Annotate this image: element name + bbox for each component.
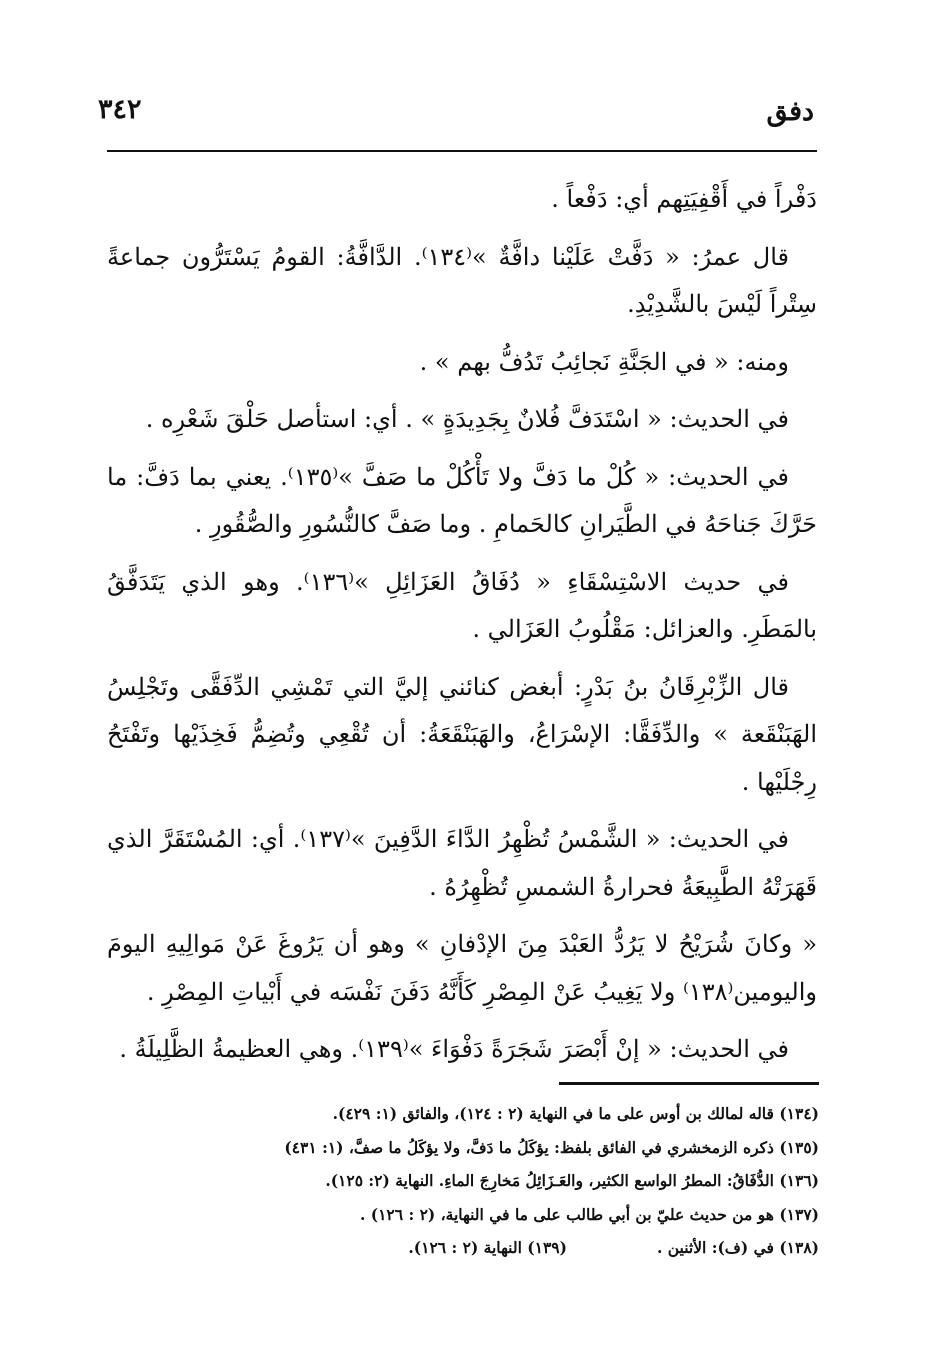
paragraph: قال عمرُ: « دَفَّتْ عَلَيْنا دافَّةٌ »⁽١٣٤⁾. الدَّافَّةُ: القومُ يَسْتَرُّون جماعةً سِتْراً لَيْسَ بالشَّدِيْدِ. xyxy=(107,242,817,318)
paragraph: في حديث الاسْتِسْقَاءِ « دُفَاقُ العَزَائِلِ »⁽١٣٦⁾. وهو الذي يَتَدَفَّقُ بالمَطَرِ. والعزائل: مَقْلُوبُ العَزَالي . xyxy=(107,567,817,643)
paragraph: في الحديث: « اسْتَدَفَّ فُلانٌ بِجَدِيدَةٍ » . أي: استأصل حَلْقَ شَعْرِه . xyxy=(145,405,789,433)
paragraph: في الحديث: « إنْ أَبْصَرَ شَجَرَةً دَفْوَاءَ »⁽١٣٩⁾. وهي العظيمةُ الظَّلِيلَةُ . xyxy=(119,1035,789,1063)
paragraph: دَفْراً في أَقْفِيَتِهم أي: دَفْعاً . xyxy=(551,185,817,213)
footnote: (١٣٤) قاله لمالك بن أوس على ما في النهاية (٢ : ١٢٤)، والفائق (١: ٤٢٩). xyxy=(332,1104,819,1123)
page-number: ٣٤٢ xyxy=(98,94,142,125)
paragraph: في الحديث: « الشَّمْسُ تُظْهِرُ الدَّاءَ الدَّفِينَ »⁽١٣٧⁾. أي: المُسْتَقَرَّ الذي قَهَرَتْهُ الطَّبِيعَةُ فحرارةُ الشمسِ تُظْهِرُهُ . xyxy=(107,825,817,901)
footnotes xyxy=(107,1097,819,1265)
running-header-word: دفق xyxy=(766,96,814,127)
paragraph: « وكانَ شُرَيْحُ لا يَرُدُّ العَبْدَ مِنَ الإدْفانِ » وهو أن يَرُوغَ عَنْ مَوالِيهِ اليومَ واليومين⁽١٣٨⁾ ولا يَغِيبُ عَنْ المِصْرِ كَأَنَّهُ دَفَنَ نَفْسَه في أَبْياتِ المِصْرِ . xyxy=(107,930,817,1006)
footnote: (١٣٦) الدُّفَاقُ: المطرُ الواسع الكثير، والعَـزَائِلُ مَخارِجَ الماءِ. النهاية (٢: ١٢٥). xyxy=(325,1171,819,1190)
footnote: (١٣٨) في (ف): الأثنين . xyxy=(656,1238,819,1257)
paragraph: في الحديث: « كُلْ ما دَفَّ ولا تَأْكُلْ ما صَفَّ »⁽١٣٥⁾. يعني بما دَفَّ: ما حَرَّكَ جَناحَهُ في الطَّيَرانِ كالحَمامِ . وما صَفَّ كالنُّسُورِ والصُّقُورِ . xyxy=(107,462,817,538)
footnote: (١٣٥) ذكره الزمخشري في الفائق بلفظ: يؤكَلُ ما دَفَّ، ولا يؤكَلُ ما صفَّ، (١: ٤٣١) xyxy=(284,1137,819,1157)
main-text xyxy=(107,176,817,1084)
header-rule xyxy=(107,150,817,152)
paragraph: قال الزِّبْرِقَانُ بنُ بَدْرٍ: أبغض كنائني إليَّ التي تَمْشِي الدِّفَقَّى وتَجْلِسُ الهَبَنْقَعة » والدِّفَقَّا: الإسْرَاعُ، والهَبَنْقَعَةُ: أن تُقْعِي وتُضِمُّ فَخِذَيْها وتَفْتَحُ رِجْلَيْها . xyxy=(107,672,817,796)
footnote-row xyxy=(107,1231,819,1265)
paragraph: ومنه: « في الجَنَّةِ نَجائِبُ تَدُفُّ بهم » . xyxy=(419,347,789,376)
footnote-rule xyxy=(559,1082,819,1085)
footnote: (١٣٧) هو من حديث عليّ بن أبي طالب على ما في النهاية، (٢ : ١٢٦) . xyxy=(359,1204,819,1224)
footnote: (١٣٩) النهاية (٢ : ١٢٦). xyxy=(408,1238,567,1257)
